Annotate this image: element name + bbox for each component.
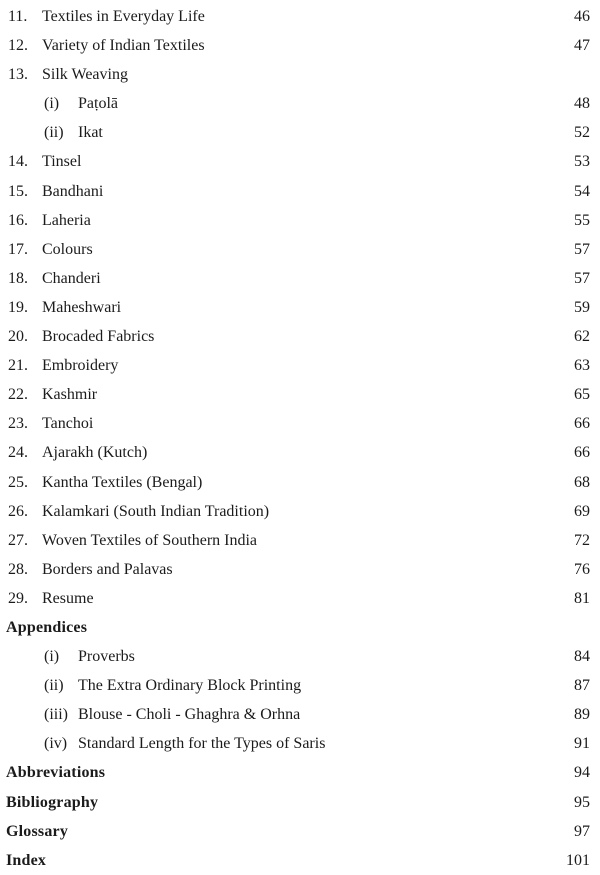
toc-entry bbox=[6, 147, 590, 176]
entry-number: (i) bbox=[44, 95, 60, 113]
toc-entry bbox=[6, 31, 590, 60]
entry-title: Kalamkari (South Indian Tradition) bbox=[42, 502, 270, 520]
entry-title: Glossary bbox=[6, 822, 69, 840]
entry-title: Kantha Textiles (Bengal) bbox=[42, 473, 203, 491]
entry-number: 26. bbox=[8, 502, 28, 520]
entry-title: Brocaded Fabrics bbox=[42, 328, 155, 346]
toc-entry bbox=[6, 438, 590, 467]
entry-title: Index bbox=[6, 851, 47, 869]
entry-title: Laheria bbox=[42, 211, 91, 229]
entry-page: 55 bbox=[574, 211, 590, 229]
entry-title: Blouse - Choli - Ghaghra & Orhna bbox=[78, 706, 301, 724]
entry-number: 12. bbox=[8, 37, 28, 55]
entry-title: The Extra Ordinary Block Printing bbox=[78, 677, 302, 695]
entry-number: (ii) bbox=[44, 677, 64, 695]
entry-number: 20. bbox=[8, 328, 28, 346]
entry-number: 19. bbox=[8, 298, 28, 316]
toc-entry bbox=[6, 351, 590, 380]
entry-number: (iii) bbox=[44, 706, 68, 724]
entry-title: Bandhani bbox=[42, 182, 104, 200]
entry-number: (ii) bbox=[44, 124, 64, 142]
entry-page: 57 bbox=[574, 240, 590, 258]
toc-entry bbox=[6, 729, 590, 758]
entry-page: 87 bbox=[574, 677, 590, 695]
toc-entry bbox=[6, 817, 590, 846]
entry-page: 69 bbox=[574, 502, 590, 520]
entry-title: Standard Length for the Types of Saris bbox=[78, 735, 326, 753]
toc-entry bbox=[6, 235, 590, 264]
entry-page: 89 bbox=[574, 706, 590, 724]
entry-number: 17. bbox=[8, 240, 28, 258]
entry-page: 101 bbox=[566, 851, 590, 869]
toc-entry bbox=[6, 788, 590, 817]
entry-title: Embroidery bbox=[42, 357, 119, 375]
toc-entry bbox=[6, 700, 590, 729]
entry-title: Resume bbox=[42, 589, 94, 607]
entry-title: Tinsel bbox=[42, 153, 82, 171]
entry-number: 16. bbox=[8, 211, 28, 229]
entry-number: 25. bbox=[8, 473, 28, 491]
entry-title: Tanchoi bbox=[42, 415, 94, 433]
toc-entry bbox=[6, 118, 590, 147]
entry-number: 15. bbox=[8, 182, 28, 200]
entry-page: 62 bbox=[574, 328, 590, 346]
entry-number: 14. bbox=[8, 153, 28, 171]
entry-page: 68 bbox=[574, 473, 590, 491]
entry-page: 46 bbox=[574, 8, 590, 25]
entry-page: 97 bbox=[574, 822, 590, 840]
toc-entry bbox=[6, 293, 590, 322]
toc-entry bbox=[6, 409, 590, 438]
toc-entry bbox=[6, 526, 590, 555]
toc-entry bbox=[6, 671, 590, 700]
toc-entry bbox=[6, 468, 590, 497]
entry-title: Borders and Palavas bbox=[42, 560, 173, 578]
entry-page: 54 bbox=[574, 182, 590, 200]
entry-title: Maheshwari bbox=[42, 298, 122, 316]
entry-number: 29. bbox=[8, 589, 28, 607]
toc-entry bbox=[6, 60, 590, 89]
toc-entry bbox=[6, 177, 590, 206]
entry-number: (i) bbox=[44, 648, 60, 666]
toc-entry bbox=[6, 497, 590, 526]
entry-title: Variety of Indian Textiles bbox=[42, 37, 205, 55]
entry-title: Ajarakh (Kutch) bbox=[42, 444, 148, 462]
entry-number: 23. bbox=[8, 415, 28, 433]
entry-page: 76 bbox=[574, 560, 590, 578]
entry-title: Silk Weaving bbox=[42, 66, 128, 84]
toc-entry bbox=[6, 264, 590, 293]
entry-title: Abbreviations bbox=[6, 764, 106, 782]
entry-title: Kashmir bbox=[42, 386, 98, 404]
entry-title: Woven Textiles of Southern India bbox=[42, 531, 258, 549]
toc-entry bbox=[6, 322, 590, 351]
toc-entry bbox=[6, 642, 590, 671]
entry-title: Paṭolā bbox=[78, 95, 118, 113]
entry-page: 48 bbox=[574, 95, 590, 113]
entry-number: 22. bbox=[8, 386, 28, 404]
entry-page: 57 bbox=[574, 269, 590, 287]
entry-page: 52 bbox=[574, 124, 590, 142]
toc-entry bbox=[6, 2, 590, 31]
toc-entry bbox=[6, 555, 590, 584]
entry-title: Proverbs bbox=[78, 648, 135, 666]
entry-page: 47 bbox=[574, 37, 590, 55]
entry-number: (iv) bbox=[44, 735, 68, 753]
entry-page: 84 bbox=[574, 648, 590, 666]
entry-page: 63 bbox=[574, 357, 590, 375]
entry-page: 95 bbox=[574, 793, 590, 811]
toc-list bbox=[6, 2, 590, 875]
entry-page: 59 bbox=[574, 298, 590, 316]
entry-number: 13. bbox=[8, 66, 28, 84]
entry-page: 91 bbox=[574, 735, 590, 753]
entry-page: 81 bbox=[574, 589, 590, 607]
entry-title: Ikat bbox=[78, 124, 103, 142]
entry-page: 72 bbox=[574, 531, 590, 549]
toc-entry bbox=[6, 846, 590, 875]
entry-number: 18. bbox=[8, 269, 28, 287]
toc-entry bbox=[6, 206, 590, 235]
entry-page: 66 bbox=[574, 444, 590, 462]
entry-number: 28. bbox=[8, 560, 28, 578]
entry-number: 24. bbox=[8, 444, 28, 462]
entry-title: Appendices bbox=[6, 618, 88, 636]
entry-page: 65 bbox=[574, 386, 590, 404]
entry-number: 11. bbox=[8, 8, 28, 25]
entry-title: Bibliography bbox=[6, 793, 99, 811]
entry-title: Textiles in Everyday Life bbox=[42, 8, 205, 25]
toc-entry bbox=[6, 758, 590, 787]
toc-entry bbox=[6, 380, 590, 409]
entry-page: 53 bbox=[574, 153, 590, 171]
entry-number: 27. bbox=[8, 531, 28, 549]
entry-title: Chanderi bbox=[42, 269, 101, 287]
toc-entry bbox=[6, 613, 590, 642]
entry-page: 66 bbox=[574, 415, 590, 433]
entry-title: Colours bbox=[42, 240, 93, 258]
entry-page: 94 bbox=[574, 764, 590, 782]
toc-entry bbox=[6, 89, 590, 118]
toc-entry bbox=[6, 584, 590, 613]
entry-number: 21. bbox=[8, 357, 28, 375]
